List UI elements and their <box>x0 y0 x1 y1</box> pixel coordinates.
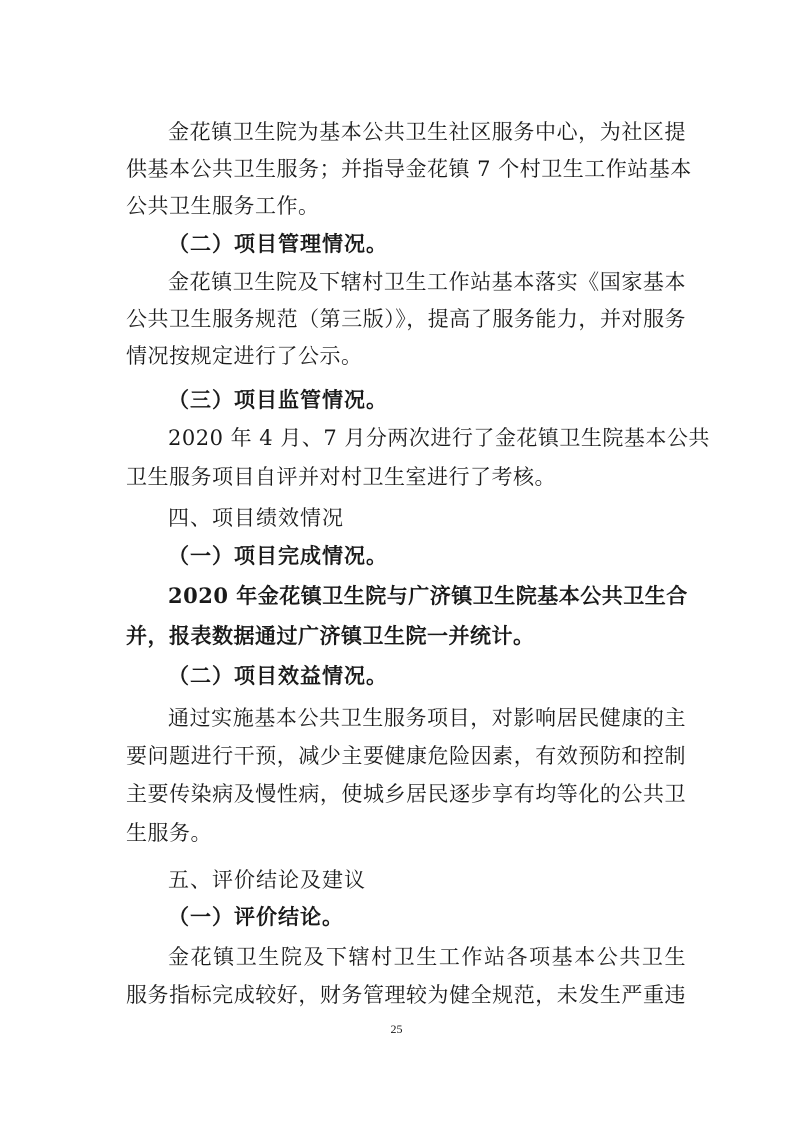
section-heading-five: 五、评价结论及建议 <box>168 868 366 892</box>
subheading-conclusion: （一）评价结论。 <box>168 904 344 929</box>
paragraph-line: 生服务。 <box>126 821 212 845</box>
paragraph-line: 情况按规定进行了公示。 <box>126 344 363 368</box>
subheading-project-management: （二）项目管理情况。 <box>168 231 388 256</box>
subheading-completion: （一）项目完成情况。 <box>168 543 388 568</box>
paragraph-line: 主要传染病及慢性病，使城乡居民逐步享有均等化的公共卫 <box>126 782 686 806</box>
subheading-benefit: （二）项目效益情况。 <box>168 663 388 688</box>
paragraph-line: 公共卫生服务规范（第三版）》，提高了服务能力，并对服务 <box>126 307 686 331</box>
paragraph-line: 供基本公共卫生服务；并指导金花镇 7 个村卫生工作站基本 <box>126 157 692 181</box>
paragraph-line: 2020 年 4 月、7 月分两次进行了金花镇卫生院基本公共 <box>168 426 710 450</box>
subheading-supervision: （三）项目监管情况。 <box>168 387 388 412</box>
paragraph-line: 通过实施基本公共卫生服务项目，对影响居民健康的主 <box>168 706 686 730</box>
paragraph-line: 金花镇卫生院及下辖村卫生工作站基本落实《国家基本 <box>168 270 686 294</box>
paragraph-line-bold: 2020 年金花镇卫生院与广济镇卫生院基本公共卫生合 <box>168 583 688 608</box>
paragraph-line: 金花镇卫生院及下辖村卫生工作站各项基本公共卫生 <box>168 945 686 969</box>
section-heading-four: 四、项目绩效情况 <box>168 506 344 530</box>
paragraph-line: 金花镇卫生院为基本公共卫生社区服务中心，为社区提 <box>168 120 686 144</box>
paragraph-line: 卫生服务项目自评并对村卫生室进行了考核。 <box>126 465 556 489</box>
paragraph-line-bold: 并，报表数据通过广济镇卫生院一并统计。 <box>126 623 535 648</box>
paragraph-line: 公共卫生服务工作。 <box>126 194 320 218</box>
paragraph-line: 要问题进行干预，减少主要健康危险因素，有效预防和控制 <box>126 744 686 768</box>
page-number: 25 <box>390 1022 403 1036</box>
paragraph-line: 服务指标完成较好，财务管理较为健全规范，未发生严重违 <box>126 983 686 1007</box>
